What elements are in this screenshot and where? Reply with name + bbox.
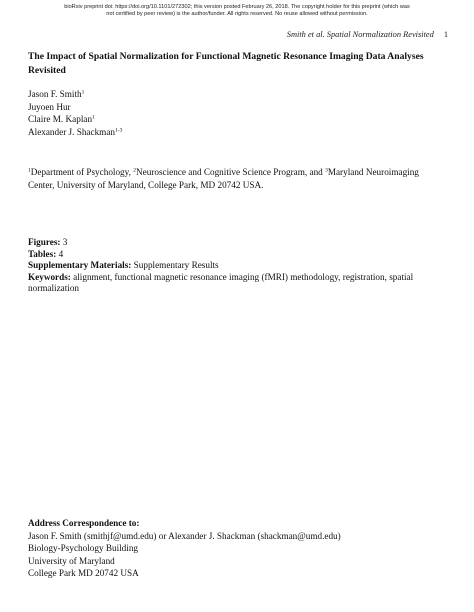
figures-label: Figures:	[28, 237, 61, 247]
tables-label: Tables:	[28, 248, 57, 259]
affiliation-text: Maryland Neuroimaging Center, University of Maryland, College Park, MD 20742 USA.	[28, 167, 419, 190]
affiliation-text: Department of Psychology,	[30, 167, 134, 177]
figures-count	[28, 237, 443, 249]
author-name: Claire M. Kaplan	[28, 114, 93, 124]
correspondence-heading: Address Correspondence to:	[28, 518, 140, 528]
tables-value: 4	[56, 248, 64, 259]
author	[28, 126, 443, 139]
affiliations	[28, 166, 443, 192]
author-affiliation-mark: 1-3	[115, 127, 123, 133]
manuscript-metadata	[28, 237, 443, 295]
keywords	[28, 272, 443, 295]
author-name: Alexander J. Shackman	[28, 126, 115, 137]
affiliation-text: Neuroscience and Cognitive Science Program, and	[136, 167, 326, 177]
correspondence-address: College Park MD 20742 USA	[28, 568, 139, 579]
affiliation-mark: 1	[28, 167, 31, 174]
running-head-text: Smith et al. Spatial Normalization Revisited	[286, 30, 434, 39]
author-affiliation-mark: 1	[92, 114, 95, 121]
author-list	[28, 88, 443, 138]
keywords-value: alignment, functional magnetic resonance imaging (fMRI) methodology, registration, spatial normalization	[28, 271, 414, 293]
preprint-banner	[0, 4, 474, 18]
correspondence-building: Biology-Psychology Building	[28, 543, 139, 554]
keywords-label: Keywords:	[28, 271, 71, 282]
affiliation-mark: 3	[325, 167, 328, 174]
author	[28, 101, 443, 114]
paper-title: The Impact of Spatial Normalization for Functional Magnetic Resonance Imaging Data Analyses Revisited	[28, 51, 424, 76]
banner-line-2: not certified by peer review) is the author/funder. All rights reserved. No reuse allowed without permission.	[106, 11, 368, 17]
affiliation-mark: 2	[133, 167, 136, 174]
banner-line-1: bioRxiv preprint doi: https://doi.org/10.1101/272302; this version posted February 26, 2018. The copyright holder for this preprint (which was	[64, 4, 410, 10]
author-affiliation-mark: 1	[81, 89, 85, 96]
figures-value: 3	[60, 237, 68, 247]
page-number: 1	[443, 30, 448, 39]
author	[28, 88, 443, 101]
correspondence-emails: Jason F. Smith (smithjf@umd.edu) or Alexander J. Shackman (shackman@umd.edu)	[28, 530, 341, 541]
tables-count	[28, 249, 443, 261]
author	[28, 113, 443, 126]
correspondence-block	[28, 517, 443, 580]
supplementary-label: Supplementary Materials:	[28, 260, 132, 270]
correspondence-university: University of Maryland	[28, 555, 115, 566]
author-name: Juyoen Hur	[28, 101, 71, 112]
supplementary-value: Supplementary Results	[131, 260, 219, 270]
supplementary-materials	[28, 260, 443, 272]
title-block	[28, 50, 443, 192]
running-head	[287, 30, 448, 39]
author-name: Jason F. Smith	[28, 89, 82, 99]
